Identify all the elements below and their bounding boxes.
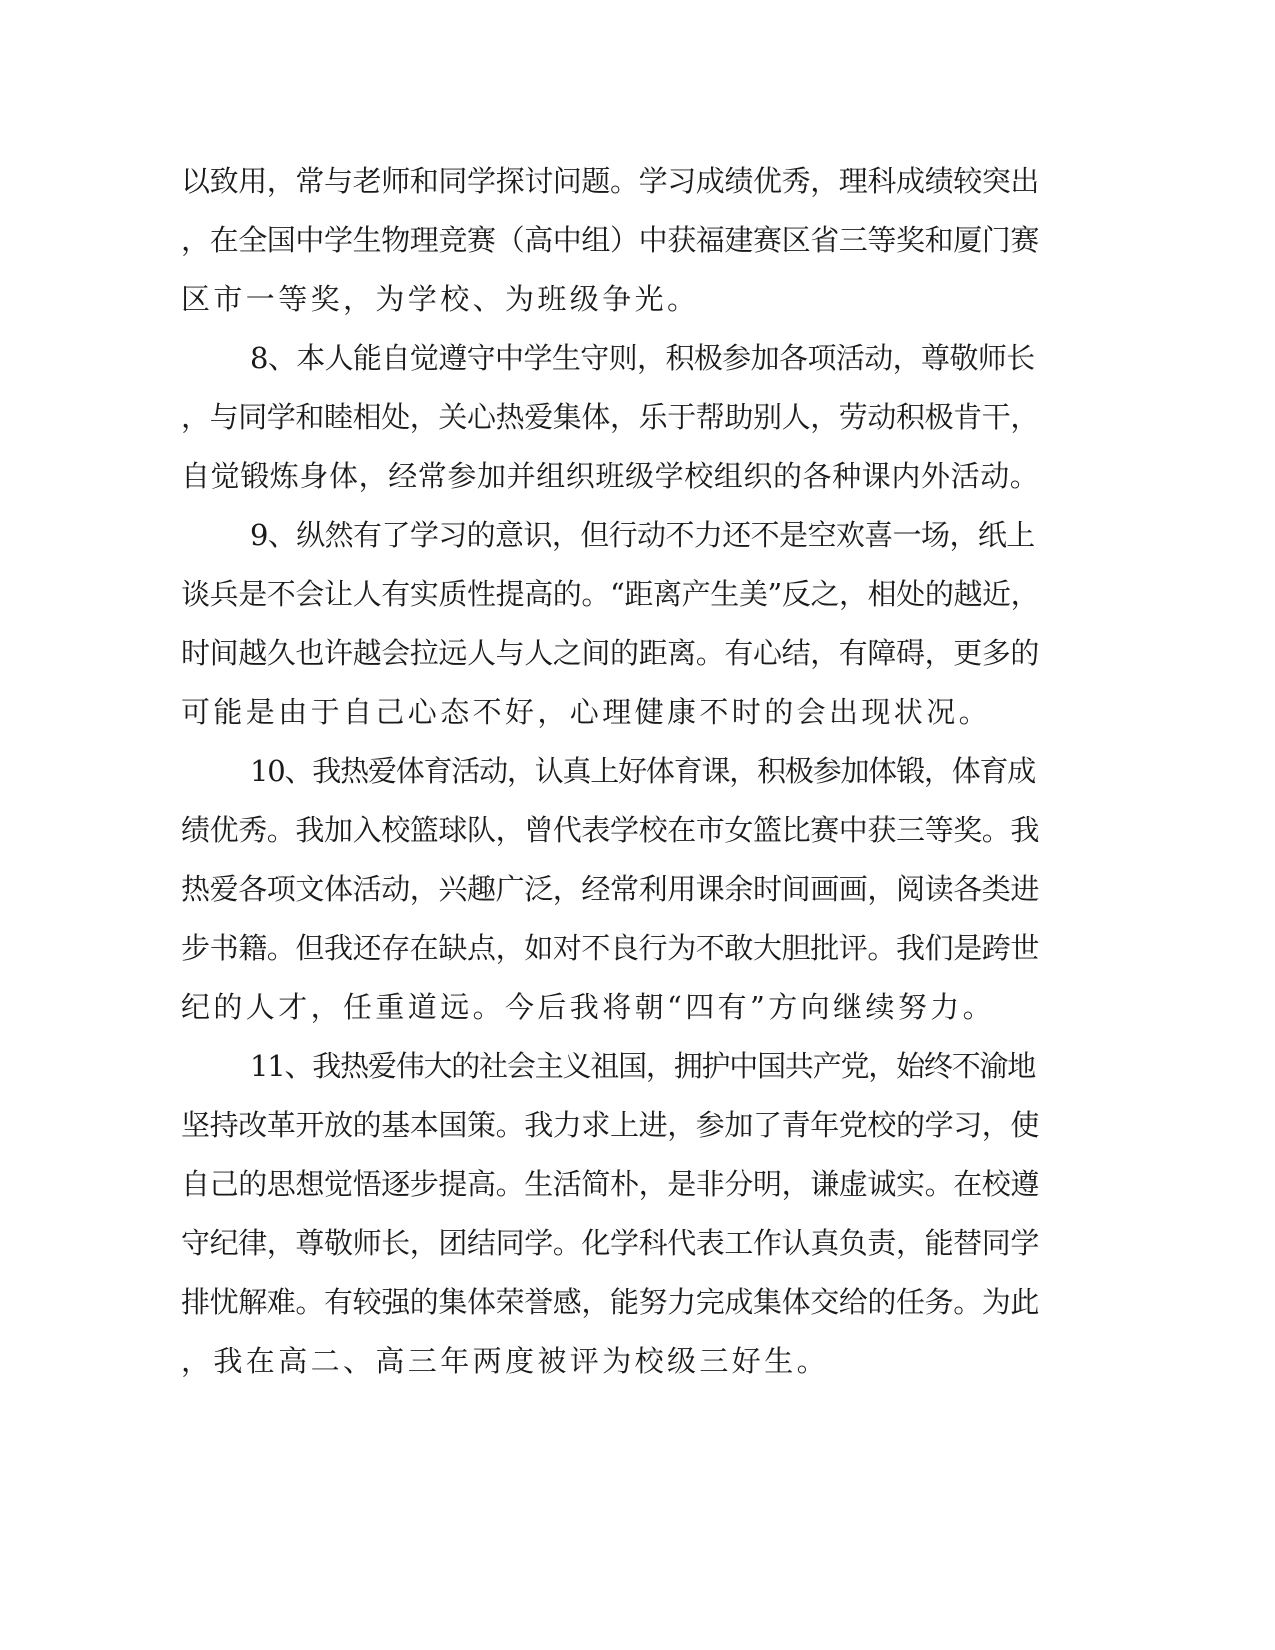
text-line: 时间越久也许越会拉远人与人之间的距离。有心结，有障碍，更多的: [181, 636, 1040, 670]
text-line: 热爱各项文体活动，兴趣广泛，经常利用课余时间画画，阅读各类进: [181, 872, 1040, 906]
paragraph-8-start: 8、本人能自觉遵守中学生守则，积极参加各项活动，尊敬师长: [250, 341, 1035, 375]
text-line: 排忧解难。有较强的集体荣誉感，能努力完成集体交给的任务。为此: [181, 1285, 1040, 1319]
text-line: ，在全国中学生物理竞赛（高中组）中获福建赛区省三等奖和厦门赛: [181, 223, 1040, 257]
text-line: 守纪律，尊敬师长，团结同学。化学科代表工作认真负责，能替同学: [181, 1226, 1040, 1260]
text-line: 谈兵是不会让人有实质性提高的。“距离产生美”反之，相处的越近，: [181, 577, 1040, 611]
text-line: 区市一等奖，为学校、为班级争光。: [181, 282, 700, 316]
text-line: 坚持改革开放的基本国策。我力求上进，参加了青年党校的学习，使: [181, 1108, 1040, 1142]
paragraph-10-start: 10、我热爱体育活动，认真上好体育课，积极参加体锻，体育成: [250, 754, 1036, 788]
text-line: 步书籍。但我还存在缺点，如对不良行为不敢大胆批评。我们是跨世: [181, 931, 1040, 965]
text-line: 自觉锻炼身体，经常参加并组织班级学校组织的各种课内外活动。: [181, 459, 1040, 493]
text-line: 自己的思想觉悟逐步提高。生活简朴，是非分明，谦虚诚实。在校遵: [181, 1167, 1040, 1201]
text-line: 以致用，常与老师和同学探讨问题。学习成绩优秀，理科成绩较突出: [181, 164, 1040, 198]
paragraph-9-start: 9、纵然有了学习的意识，但行动不力还不是空欢喜一场，纸上: [250, 518, 1035, 552]
text-line: 可能是由于自己心态不好，心理健康不时的会出现状况。: [181, 695, 992, 729]
text-line: ，我在高二、高三年两度被评为校级三好生。: [181, 1344, 830, 1378]
paragraph-11-start: 11、我热爱伟大的社会主义祖国，拥护中国共产党，始终不渝地: [250, 1049, 1036, 1083]
text-line: 纪的人才，任重道远。今后我将朝“四有”方向继续努力。: [181, 990, 996, 1024]
text-line: ，与同学和睦相处，关心热爱集体，乐于帮助别人，劳动积极肯干，: [181, 400, 1040, 434]
text-line: 绩优秀。我加入校篮球队，曾代表学校在市女篮比赛中获三等奖。我: [181, 813, 1040, 847]
